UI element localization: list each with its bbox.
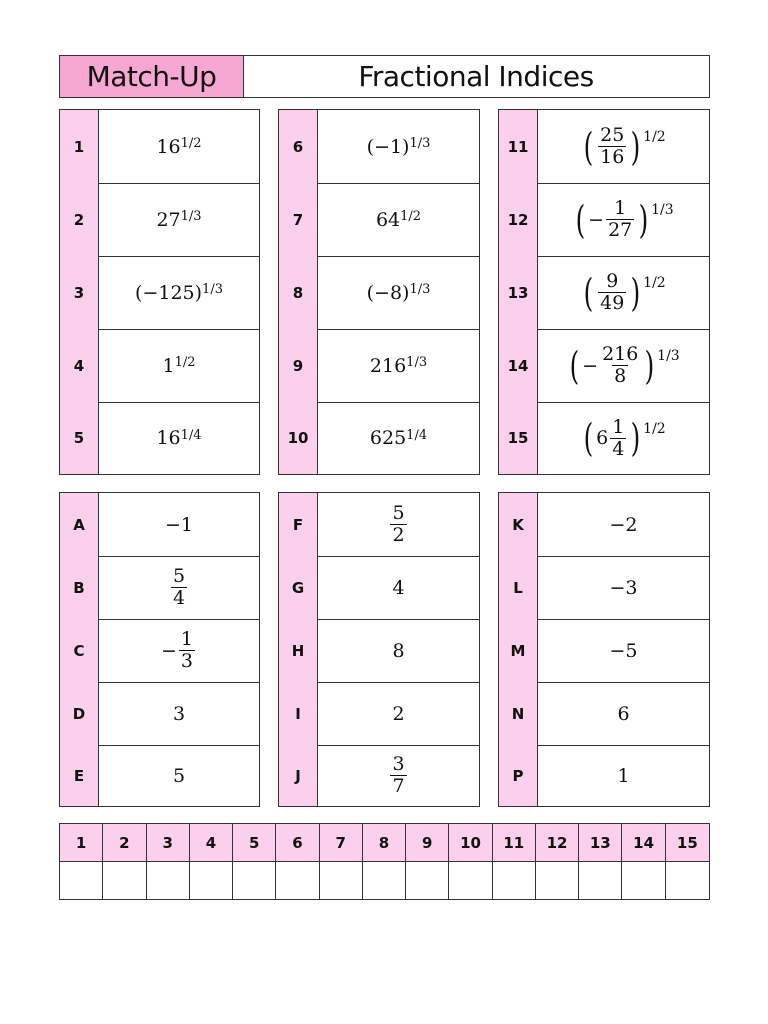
answer-box[interactable] <box>666 862 709 900</box>
answer-box[interactable] <box>147 862 190 900</box>
answer-letter: J <box>279 745 318 806</box>
answer-value: 6 <box>617 702 630 725</box>
question-expression: 625 $^{1/4}$ <box>369 427 428 449</box>
answer-value: − $\frac{1}{3}$ <box>160 628 193 672</box>
answer-value: $\frac{5}{4}$ <box>172 565 186 609</box>
page-title: Fractional Indices <box>358 60 594 93</box>
answer-value: $\frac{3}{7}$ <box>392 753 405 797</box>
question-column-3 <box>498 109 710 475</box>
answer-letter: M <box>499 619 538 682</box>
question-expression: (−1) $^{1/3}$ <box>366 135 431 158</box>
question-expression: 1 $^{1/2}$ <box>162 354 196 377</box>
answer-letter: L <box>499 556 538 619</box>
answer-letter: E <box>60 745 99 806</box>
answer-letter: A <box>60 493 99 556</box>
answer-letter: N <box>499 682 538 745</box>
question-number: 6 <box>279 110 318 183</box>
answer-value: −3 <box>609 576 638 599</box>
grid-header: 1 <box>60 824 103 862</box>
answer-letter: I <box>279 682 318 745</box>
answer-value: 4 <box>392 576 405 599</box>
answer-box[interactable] <box>190 862 233 900</box>
question-expression: 64 $^{1/2}$ <box>375 208 422 231</box>
answer-column-1 <box>59 492 260 807</box>
answer-column-3 <box>498 492 710 807</box>
question-number: 4 <box>60 329 99 402</box>
grid-header: 6 <box>276 824 319 862</box>
question-number: 10 <box>279 402 318 474</box>
question-column-2 <box>278 109 480 475</box>
grid-header: 4 <box>190 824 233 862</box>
grid-header: 10 <box>449 824 492 862</box>
answer-value: 8 <box>392 639 405 662</box>
answer-letter: C <box>60 619 99 682</box>
question-number: 13 <box>499 256 538 329</box>
answer-box[interactable] <box>406 862 449 900</box>
answer-value: −1 <box>164 513 193 536</box>
answer-box[interactable] <box>579 862 622 900</box>
activity-tag: Match-Up <box>60 56 244 97</box>
title-bar <box>59 55 710 98</box>
grid-header: 15 <box>666 824 709 862</box>
question-number: 1 <box>60 110 99 183</box>
answer-letter: B <box>60 556 99 619</box>
question-expression: ( $\frac{9}{49}$ ) $^{1/2}$ <box>583 270 666 315</box>
question-number: 7 <box>279 183 318 256</box>
answer-value: 1 <box>617 764 630 787</box>
answer-letter: H <box>279 619 318 682</box>
answer-value: 3 <box>172 702 186 725</box>
question-expression: 216 $^{1/3}$ <box>369 354 428 377</box>
question-number: 15 <box>499 402 538 474</box>
question-expression: ( − $\frac{216}{8}$ ) $^{1/3}$ <box>569 343 680 388</box>
answer-box[interactable] <box>536 862 579 900</box>
grid-header: 9 <box>406 824 449 862</box>
question-expression: (−8) $^{1/3}$ <box>366 281 431 304</box>
answer-box[interactable] <box>276 862 319 900</box>
answer-grid <box>59 823 710 900</box>
question-expression: ( − $\frac{1}{27}$ ) $^{1/3}$ <box>575 197 674 242</box>
question-expression: 27 $^{1/3}$ <box>156 208 202 231</box>
answer-letter: D <box>60 682 99 745</box>
answer-value: 2 <box>392 702 405 725</box>
answer-value: −2 <box>609 513 638 536</box>
grid-header: 13 <box>579 824 622 862</box>
question-number: 11 <box>499 110 538 183</box>
grid-header: 3 <box>147 824 190 862</box>
answer-box[interactable] <box>622 862 665 900</box>
answer-value: $\frac{5}{2}$ <box>392 502 405 546</box>
answer-letter: P <box>499 745 538 806</box>
answer-letter: G <box>279 556 318 619</box>
question-number: 2 <box>60 183 99 256</box>
grid-header: 14 <box>622 824 665 862</box>
question-number: 3 <box>60 256 99 329</box>
question-expression: 16 $^{1/2}$ <box>156 135 202 158</box>
grid-header: 8 <box>363 824 406 862</box>
answer-box[interactable] <box>449 862 492 900</box>
answer-value: −5 <box>609 639 638 662</box>
grid-header: 11 <box>493 824 536 862</box>
answer-column-2 <box>278 492 480 807</box>
question-column-1 <box>59 109 260 475</box>
question-expression: ( $\frac{25}{16}$ ) $^{1/2}$ <box>583 124 666 169</box>
grid-header: 5 <box>233 824 276 862</box>
answer-letter: F <box>279 493 318 556</box>
answer-box[interactable] <box>363 862 406 900</box>
grid-header: 12 <box>536 824 579 862</box>
question-number: 5 <box>60 402 99 474</box>
question-expression: 16 $^{1/4}$ <box>156 427 202 449</box>
question-number: 9 <box>279 329 318 402</box>
question-number: 14 <box>499 329 538 402</box>
answer-box[interactable] <box>233 862 276 900</box>
question-expression: (−125) $^{1/3}$ <box>135 281 223 304</box>
grid-header: 7 <box>320 824 363 862</box>
answer-box[interactable] <box>103 862 146 900</box>
grid-header: 2 <box>103 824 146 862</box>
answer-letter: K <box>499 493 538 556</box>
question-number: 8 <box>279 256 318 329</box>
answer-box[interactable] <box>60 862 103 900</box>
answer-box[interactable] <box>493 862 536 900</box>
question-number: 12 <box>499 183 538 256</box>
question-expression: ( 6 $\frac{1}{4}$ ) $^{1/2}$ <box>583 415 666 460</box>
answer-box[interactable] <box>320 862 363 900</box>
answer-value: 5 <box>172 764 186 787</box>
